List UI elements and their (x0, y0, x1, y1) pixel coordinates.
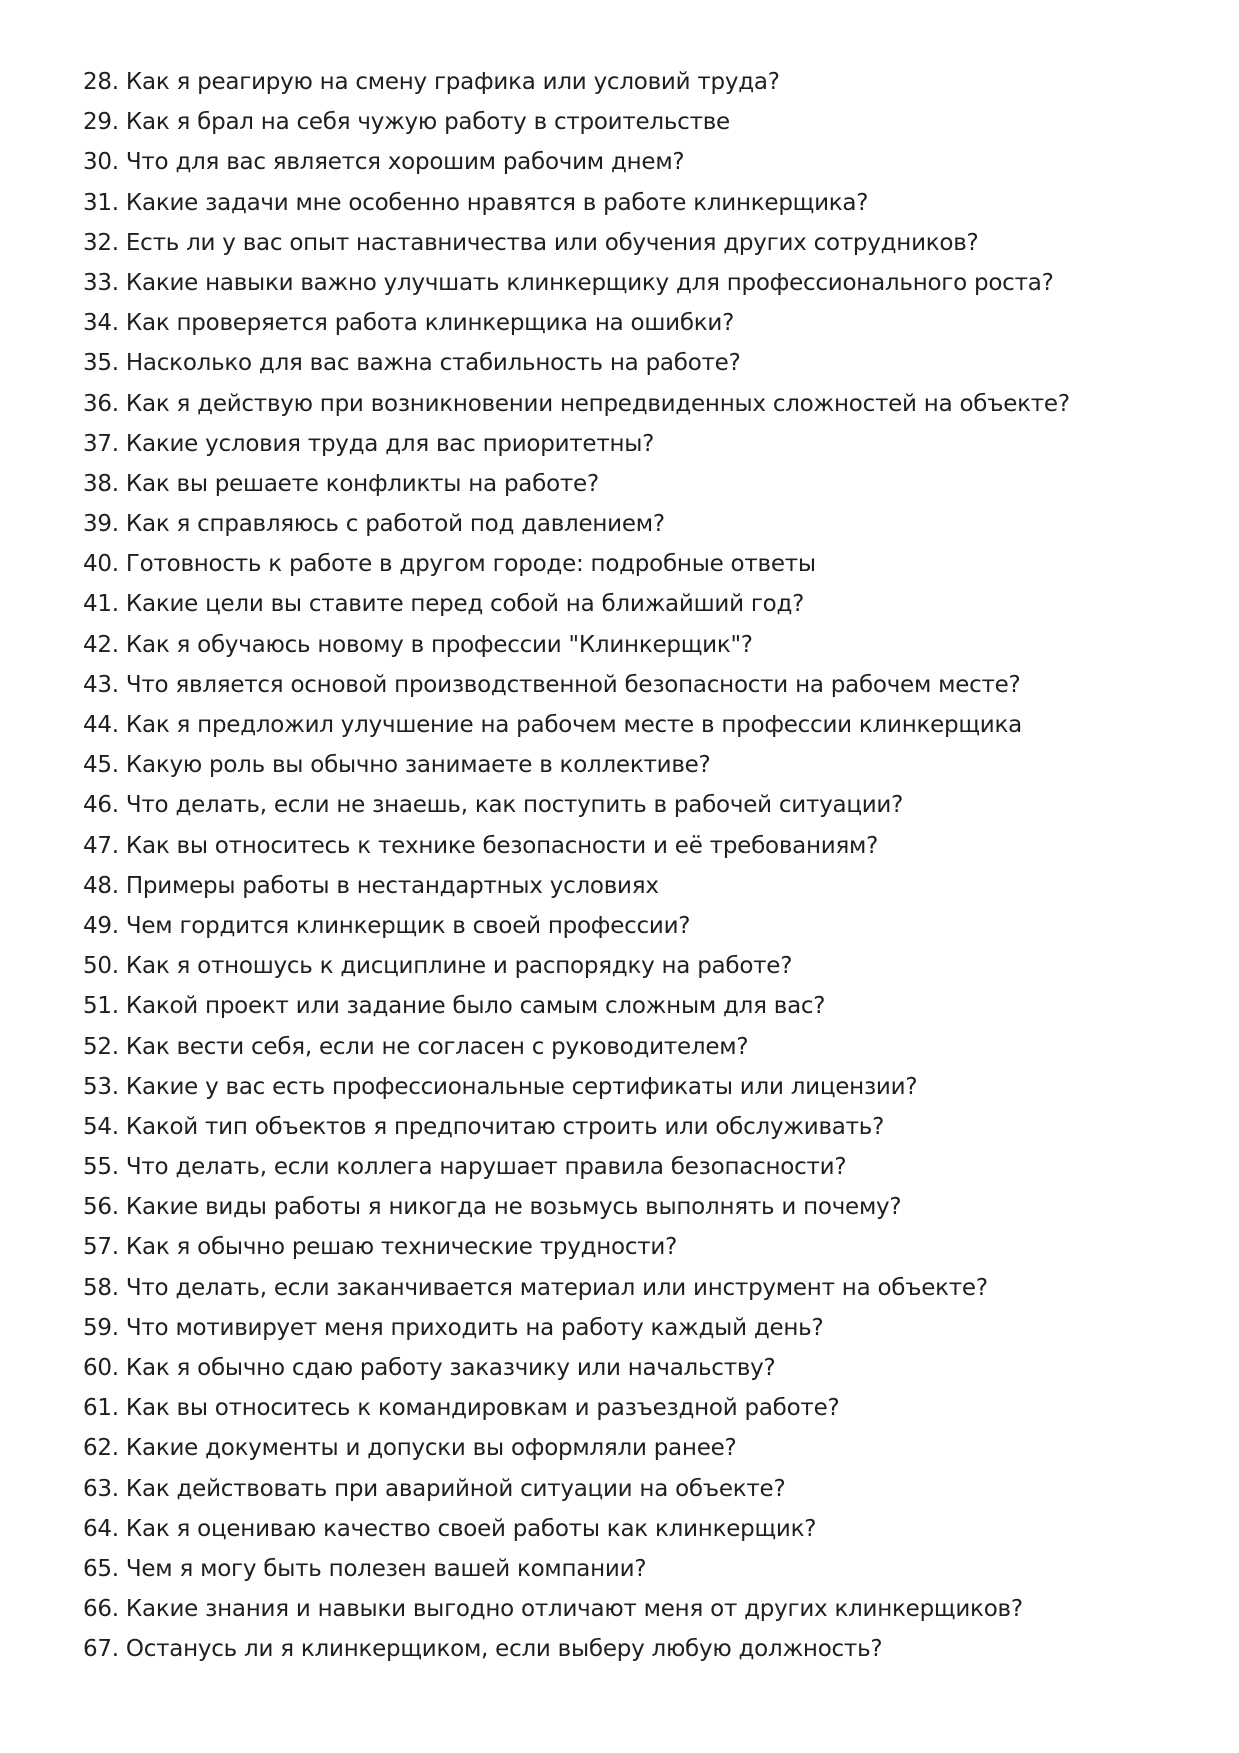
question-text: Какие навыки важно улучшать клинкерщику для профессионального роста? (125, 269, 1054, 296)
question-number: 39. (83, 511, 119, 538)
question-text: Чем гордится клинкерщик в своей профессии? (125, 912, 691, 939)
question-text: Какие документы и допуски вы оформляли ранее? (125, 1435, 737, 1462)
question-text: Что для вас является хорошим рабочим днем? (125, 149, 685, 176)
question-item (83, 464, 1070, 504)
question-text: Какие условия труда для вас приоритетны? (125, 430, 655, 457)
question-item (83, 1388, 1070, 1428)
question-number: 50. (83, 953, 119, 980)
question-text: Как вы относитесь к командировкам и разъездной работе? (125, 1395, 840, 1422)
question-number: 62. (83, 1435, 119, 1462)
question-number: 42. (83, 631, 119, 658)
question-number: 36. (83, 390, 119, 417)
question-item (83, 223, 1070, 263)
question-text: Какой тип объектов я предпочитаю строить или обслуживать? (125, 1113, 885, 1140)
question-text: Как я брал на себя чужую работу в строительстве (125, 109, 730, 136)
question-item (83, 504, 1070, 544)
question-text: Как я обычно решаю технические трудности? (125, 1234, 678, 1261)
question-item (83, 1509, 1070, 1549)
question-item (83, 1469, 1070, 1509)
question-item (83, 1227, 1070, 1267)
question-item (83, 1549, 1070, 1589)
question-number: 34. (83, 310, 119, 337)
question-item (83, 424, 1070, 464)
question-number: 37. (83, 430, 119, 457)
question-text: Как вы решаете конфликты на работе? (125, 470, 599, 497)
question-number: 55. (83, 1154, 119, 1181)
question-text: Как я оцениваю качество своей работы как клинкерщик? (125, 1515, 817, 1542)
question-text: Какие у вас есть профессиональные сертификаты или лицензии? (125, 1073, 918, 1100)
question-text: Что делать, если заканчивается материал или инструмент на объекте? (125, 1274, 988, 1301)
question-number: 32. (83, 229, 119, 256)
question-text: Какие цели вы ставите перед собой на ближайший год? (125, 591, 805, 618)
question-number: 51. (83, 993, 119, 1020)
question-item (83, 625, 1070, 665)
question-number: 29. (83, 109, 119, 136)
question-text: Что делать, если коллега нарушает правила безопасности? (125, 1154, 847, 1181)
question-text: Есть ли у вас опыт наставничества или обучения других сотрудников? (125, 229, 979, 256)
question-item (83, 1187, 1070, 1227)
question-item (83, 1308, 1070, 1348)
question-item (83, 826, 1070, 866)
question-item (83, 1428, 1070, 1468)
question-item (83, 986, 1070, 1026)
question-text: Как я реагирую на смену графика или условий труда? (125, 69, 780, 95)
question-number: 43. (83, 671, 119, 698)
question-number: 31. (83, 189, 119, 216)
question-item (83, 102, 1070, 142)
question-text: Как я справляюсь с работой под давлением? (125, 511, 665, 538)
question-text: Как я предложил улучшение на рабочем месте в профессии клинкерщика (125, 712, 1022, 738)
question-item (83, 303, 1070, 343)
question-item (83, 1629, 1070, 1669)
question-item (83, 142, 1070, 182)
question-number: 66. (83, 1596, 119, 1623)
question-text: Что мотивирует меня приходить на работу каждый день? (125, 1314, 824, 1341)
question-number: 30. (83, 149, 119, 176)
question-item (83, 745, 1070, 785)
question-item (83, 1268, 1070, 1308)
question-number: 61. (83, 1395, 119, 1422)
question-number: 67. (83, 1636, 119, 1663)
question-list (83, 62, 1070, 1670)
question-text: Останусь ли я клинкерщиком, если выберу любую должность? (125, 1636, 883, 1663)
question-item (83, 544, 1070, 584)
question-number: 33. (83, 269, 119, 296)
question-text: Как я обычно сдаю работу заказчику или начальству? (125, 1355, 776, 1381)
question-number: 65. (83, 1555, 119, 1582)
question-item (83, 1067, 1070, 1107)
question-number: 64. (83, 1515, 119, 1542)
question-text: Готовность к работе в другом городе: подробные ответы (125, 551, 816, 578)
question-item (83, 1027, 1070, 1067)
question-number: 49. (83, 912, 119, 939)
question-text: Как я отношусь к дисциплине и распорядку на работе? (125, 953, 793, 980)
question-number: 63. (83, 1475, 119, 1502)
question-text: Чем я могу быть полезен вашей компании? (125, 1555, 647, 1582)
question-number: 58. (83, 1274, 119, 1301)
question-number: 35. (83, 350, 119, 377)
question-item (83, 62, 1070, 102)
question-item (83, 183, 1070, 223)
question-item (83, 384, 1070, 424)
question-item (83, 1107, 1070, 1147)
question-item (83, 705, 1070, 745)
question-text: Как действовать при аварийной ситуации на объекте? (125, 1475, 786, 1502)
question-item (83, 946, 1070, 986)
question-item (83, 343, 1070, 383)
question-number: 56. (83, 1194, 119, 1221)
question-text: Примеры работы в нестандартных условиях (125, 872, 659, 899)
question-number: 44. (83, 712, 119, 738)
question-number: 45. (83, 752, 119, 779)
question-text: Что делать, если не знаешь, как поступить в рабочей ситуации? (125, 792, 904, 819)
question-item (83, 665, 1070, 705)
question-number: 54. (83, 1113, 119, 1140)
question-number: 59. (83, 1314, 119, 1341)
question-text: Что является основой производственной безопасности на рабочем месте? (125, 671, 1021, 698)
question-item (83, 1147, 1070, 1187)
question-item (83, 584, 1070, 624)
question-text: Как я обучаюсь новому в профессии "Клинкерщик"? (125, 631, 753, 658)
question-number: 48. (83, 872, 119, 899)
question-text: Насколько для вас важна стабильность на работе? (125, 350, 741, 377)
question-item (83, 263, 1070, 303)
question-text: Какие задачи мне особенно нравятся в работе клинкерщика? (125, 189, 869, 216)
question-item (83, 866, 1070, 906)
question-number: 40. (83, 551, 119, 578)
question-number: 52. (83, 1033, 119, 1060)
question-number: 41. (83, 591, 119, 618)
question-number: 38. (83, 470, 119, 497)
question-item (83, 1348, 1070, 1388)
question-text: Какую роль вы обычно занимаете в коллективе? (125, 752, 711, 779)
question-number: 28. (83, 69, 119, 95)
question-text: Какие виды работы я никогда не возьмусь выполнять и почему? (125, 1194, 902, 1221)
question-number: 53. (83, 1073, 119, 1100)
question-text: Как проверяется работа клинкерщика на ошибки? (125, 310, 735, 337)
question-text: Какие знания и навыки выгодно отличают меня от других клинкерщиков? (125, 1596, 1023, 1623)
question-number: 57. (83, 1234, 119, 1261)
question-text: Как вы относитесь к технике безопасности и её требованиям? (125, 832, 879, 859)
question-number: 47. (83, 832, 119, 859)
question-number: 60. (83, 1355, 119, 1381)
question-number: 46. (83, 792, 119, 819)
question-item (83, 1589, 1070, 1629)
question-text: Какой проект или задание было самым сложным для вас? (125, 993, 826, 1020)
question-item (83, 906, 1070, 946)
question-item (83, 785, 1070, 825)
question-text: Как я действую при возникновении непредвиденных сложностей на объекте? (125, 390, 1070, 417)
question-text: Как вести себя, если не согласен с руководителем? (125, 1033, 749, 1060)
